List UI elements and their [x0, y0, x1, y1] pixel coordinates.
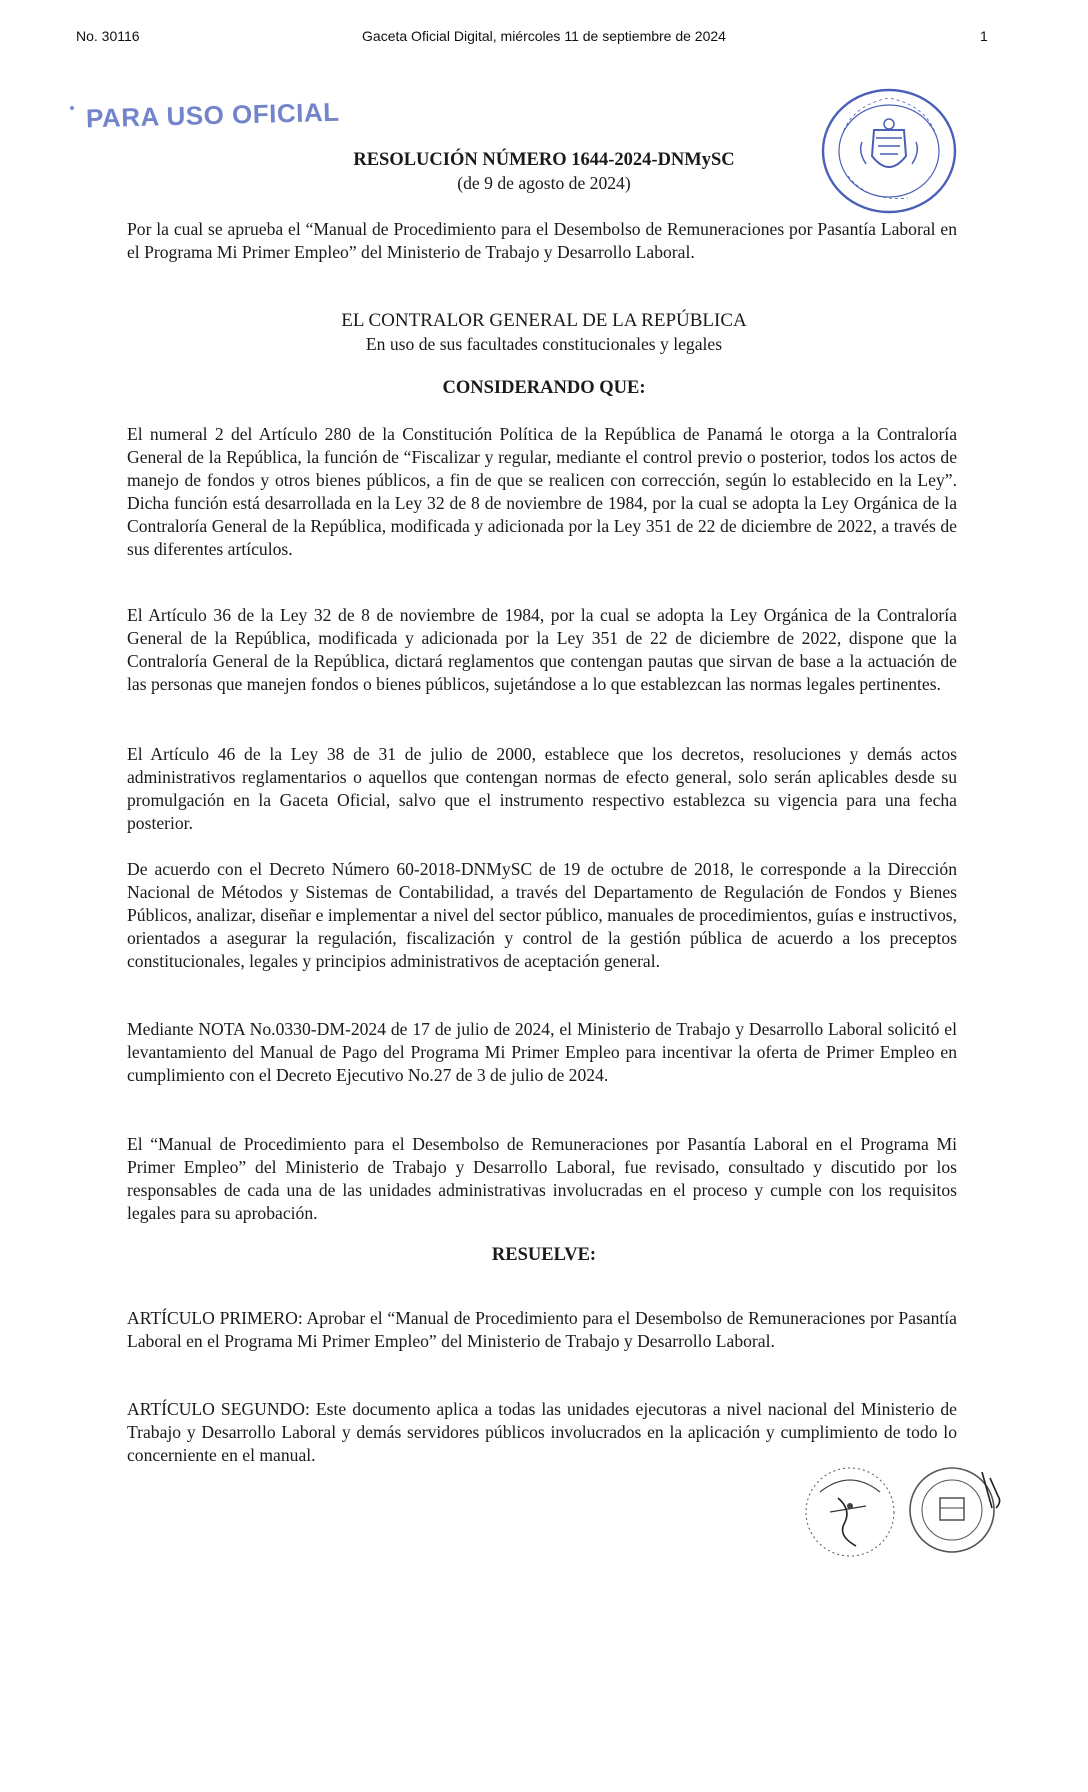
considering-paragraph: El numeral 2 del Artículo 280 de la Constitución Política de la República de Panamá le otorga a la Contraloría General de la República, la función de “Fiscalizar y regular, mediante el control previo o posterior, todos los actos de manejo de fondos y otros bienes públicos, a fin de que se realicen con corrección, según lo establecido en la Ley”. Dicha función está desarrollada en la Ley 32 de 8 de noviembre de 1984, por la cual se adopta la Ley Orgánica de la Contraloría General de la República, modificada y adicionada por la Ley 351 de 22 de diciembre de 2022, a través de sus diferentes artículos. — [127, 424, 957, 559]
considering-heading: CONSIDERANDO QUE: — [442, 378, 646, 398]
official-use-stamp: PARA USO OFICIAL — [85, 96, 340, 134]
resolution-date: (de 9 de agosto de 2024) — [457, 173, 631, 193]
resolution-subject: Por la cual se aprueba el “Manual de Procedimiento para el Desembolso de Remuneraciones por Pasantía Laboral en el Programa Mi Primer Empleo” del Ministerio de Trabajo y Desarrollo Laboral. — [127, 219, 957, 262]
article-primero: ARTÍCULO PRIMERO: Aprobar el “Manual de Procedimiento para el Desembolso de Remuneraciones por Pasantía Laboral en el Programa Mi Primer Empleo” del Ministerio de Trabajo y Desarrollo Laboral. — [127, 1308, 957, 1351]
considering-paragraph: El Artículo 46 de la Ley 38 de 31 de julio de 2000, establece que los decretos, resoluciones y demás actos administrativos reglamentarios o aquellos que contengan normas de efecto general, solo serán aplicables desde su promulgación en la Gaceta Oficial, salvo que el instrumento respectivo establezca su vigencia para una fecha posterior. — [127, 744, 957, 833]
resolves-heading: RESUELVE: — [491, 1245, 597, 1265]
considering-paragraph: Mediante NOTA No.0330-DM-2024 de 17 de julio de 2024, el Ministerio de Trabajo y Desarrollo Laboral solicitó el levantamiento del Manual de Pago del Programa Mi Primer Empleo para incentivar la oferta de Primer Empleo en cumplimiento con el Decreto Ejecutivo No.27 de 3 de julio de 2024. — [127, 1019, 957, 1085]
considering-paragraph: De acuerdo con el Decreto Número 60-2018-DNMySC de 19 de octubre de 2018, le corresponde a la Dirección Nacional de Métodos y Sistemas de Contabilidad, a través del Departamento de Regulación de Fondos y Bienes Públicos, analizar, diseñar e implementar a nivel del sector público, manuales de procedimientos, guías e instructivos, orientados a asegurar la regulación, fiscalización y control de la gestión pública de acuerdo a los preceptos constitucionales, legales y principios administrativos de aceptación general. — [127, 859, 957, 971]
resolution-title: RESOLUCIÓN NÚMERO 1644-2024-DNMySC — [353, 150, 735, 170]
authority-powers: En uso de sus facultades constitucionales y legales — [365, 334, 723, 354]
secretaria-general-seal-icon — [904, 1458, 1006, 1558]
gazette-title: Gaceta Oficial Digital, miércoles 11 de septiembre de 2024 — [362, 28, 726, 44]
article-segundo: ARTÍCULO SEGUNDO: Este documento aplica a todas las unidades ejecutoras a nivel nacional del Ministerio de Trabajo y Desarrollo Laboral y demás servidores públicos involucrados en la aplicación y cumplimiento de todo lo concerniente en el manual. — [127, 1399, 957, 1465]
considering-paragraph: El “Manual de Procedimiento para el Desembolso de Remuneraciones por Pasantía Laboral en el Programa Mi Primer Empleo” del Ministerio de Trabajo y Desarrollo Laboral, fue revisado, consultado y discutido por los responsables de cada una de las unidades administrativas involucradas en el proceso y cumple con los requisitos legales para su aprobación. — [127, 1134, 957, 1223]
gazette-number: No. 30116 — [76, 28, 140, 44]
contraloria-seal-icon — [800, 1462, 900, 1562]
considering-paragraph: El Artículo 36 de la Ley 32 de 8 de noviembre de 1984, por la cual se adopta la Ley Orgánica de la Contraloría General de la República, modificada y adicionada por la Ley 351 de 22 de diciembre de 2022, dispone que la Contraloría General de la República, dictará reglamentos que contengan pautas que sirvan de base a la actuación de las personas que manejen fondos o bienes públicos, sujetándose a lo que establezcan las normas legales pertinentes. — [127, 605, 957, 694]
stamp-dot — [70, 106, 74, 110]
authority-name: EL CONTRALOR GENERAL DE LA REPÚBLICA — [341, 310, 747, 331]
page-number: 1 — [980, 28, 988, 44]
